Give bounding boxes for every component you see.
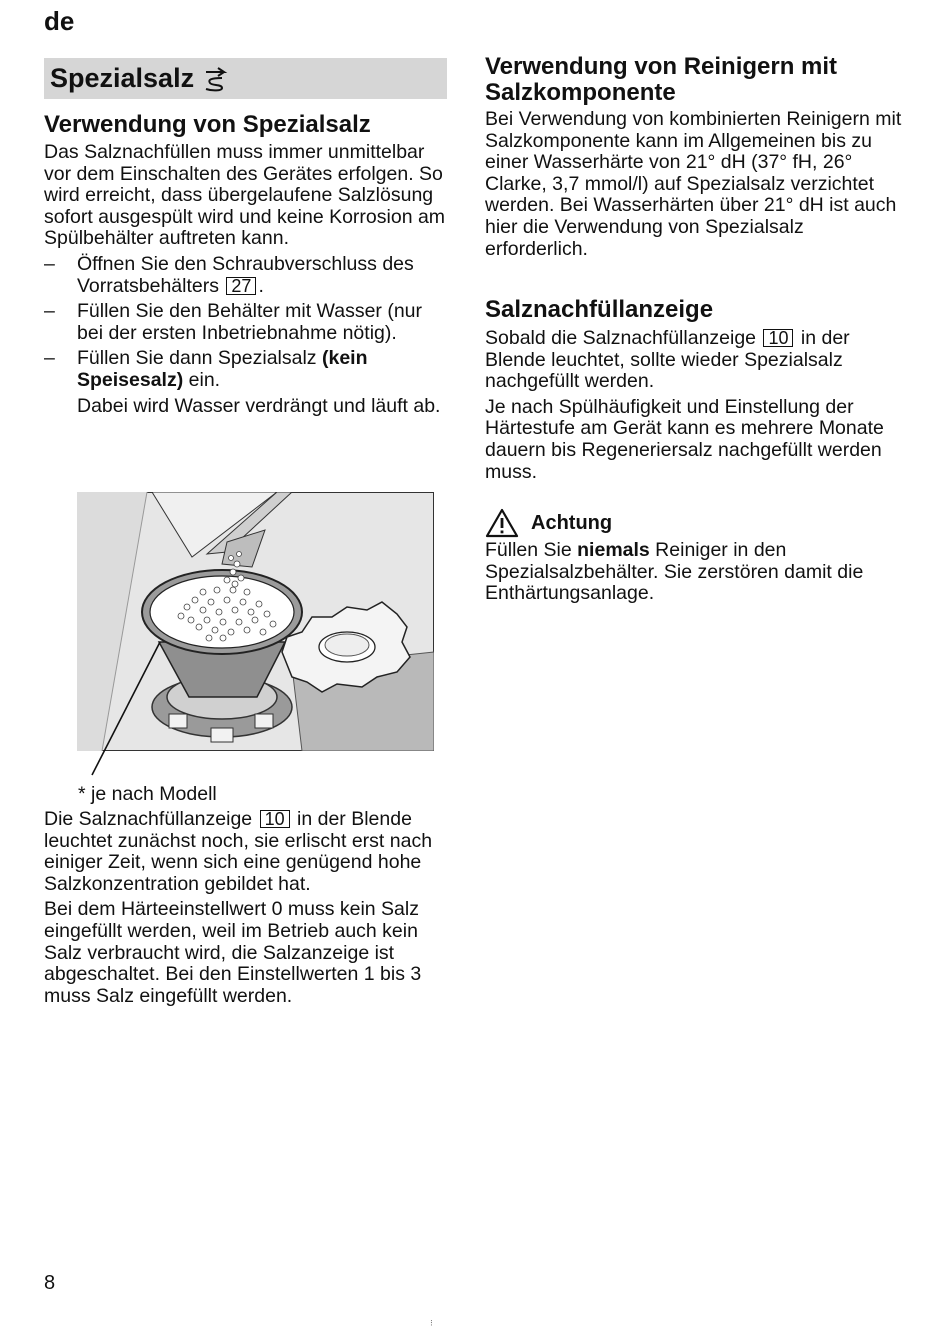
hardness-paragraph: Bei dem Härteeinstellwert 0 muss kein Salz eingefüllt werden, weil im Betrieb auch kein Salz verbraucht wird, die Salzanzeige ist abgeschaltet. Bei den Einstellwerten 1 bis 3 muss Salz eingefüllt werden. bbox=[44, 898, 422, 1007]
step-3-text: Füllen Sie dann Spezialsalz (kein Speisesalz) ein. bbox=[77, 347, 368, 391]
step-3-note: Dabei wird Wasser verdrängt und läuft ab. bbox=[77, 394, 441, 417]
salt-icon bbox=[202, 66, 228, 92]
step-1-text: Öffnen Sie den Schraubverschluss des Vorratsbehälters 27 . bbox=[77, 252, 414, 297]
warning-text: Füllen Sie niemals Reiniger in den Spezialsalzbehälter. Sie zerstören damit die Enthärtungsanlage. bbox=[485, 539, 864, 605]
warning-heading bbox=[485, 508, 905, 538]
step-item bbox=[44, 301, 448, 344]
language-tag: de bbox=[44, 6, 75, 36]
combi-cleaner-paragraph: Bei Verwendung von kombinierten Reinigern mit Salzkomponente kann im Allgemeinen bis zu einer Wasserhärte von 21° dH (37° fH, 26° Clarke, 3,7 mmol/l) auf Spezialsalz verzichtet werden. Bei Wasserhärten über 21° dH ist auch hier die Verwendung von Spezialsalz erforderlich. bbox=[485, 108, 902, 260]
section-title: Spezialsalz bbox=[50, 63, 195, 93]
dash-bullet: – bbox=[44, 300, 55, 323]
heading-combi-cleaner: Verwendung von Reinigern mit Salzkomponente bbox=[485, 53, 838, 106]
ref-box-27: 27 bbox=[226, 277, 256, 295]
dash-bullet: – bbox=[44, 252, 55, 275]
section-title-bar bbox=[44, 58, 447, 99]
ref-box-10: 10 bbox=[260, 810, 290, 828]
salt-indicator-paragraph: Sobald die Salznachfüllanzeige 10 in der Blende leuchtet, sollte wieder Spezialsalz nachgefüllt werden. bbox=[485, 327, 850, 393]
warning-title: Achtung bbox=[531, 511, 613, 534]
heading-salt-indicator: Salznachfüllanzeige bbox=[485, 296, 714, 323]
frequency-paragraph: Je nach Spülhäufigkeit und Einstellung der Härtestufe am Gerät kann es mehrere Monate dauern bis Regeneriersalz nachgefüllt werden muss. bbox=[485, 395, 884, 483]
warning-block bbox=[485, 508, 905, 605]
page-number: 8 bbox=[44, 1272, 56, 1294]
footnote: * je nach Modell bbox=[78, 783, 217, 805]
intro-paragraph: Das Salznachfüllen muss immer unmittelbar vor dem Einschalten des Gerätes erfolgen. So wird erreicht, dass übergelaufene Salzlösung sofort ausgespült wird und keine Korrosion am Spülbehälter auftreten kann. bbox=[44, 141, 446, 250]
left-text-block bbox=[44, 142, 448, 417]
footer-mark: ⁝ bbox=[430, 1318, 433, 1328]
indicator-paragraph: Die Salznachfüllanzeige 10 in der Blende leuchtet zunächst noch, sie erlischt erst nach einiger Zeit, wenn sich eine genügend hohe Salzkonzentration gebildet hat. bbox=[44, 808, 433, 895]
pointer-line bbox=[80, 640, 170, 780]
salt-indicator-text bbox=[485, 328, 905, 483]
step-item bbox=[44, 254, 448, 297]
ref-box-10: 10 bbox=[763, 329, 793, 347]
dash-bullet: – bbox=[44, 347, 55, 370]
left-lower-text bbox=[44, 809, 448, 1007]
step-item bbox=[44, 348, 448, 417]
step-2-text: Füllen Sie den Behälter mit Wasser (nur bei der ersten Inbetriebnahme nötig). bbox=[77, 300, 423, 344]
warning-triangle-icon bbox=[485, 508, 519, 538]
heading-use-salt: Verwendung von Spezialsalz bbox=[44, 111, 371, 138]
